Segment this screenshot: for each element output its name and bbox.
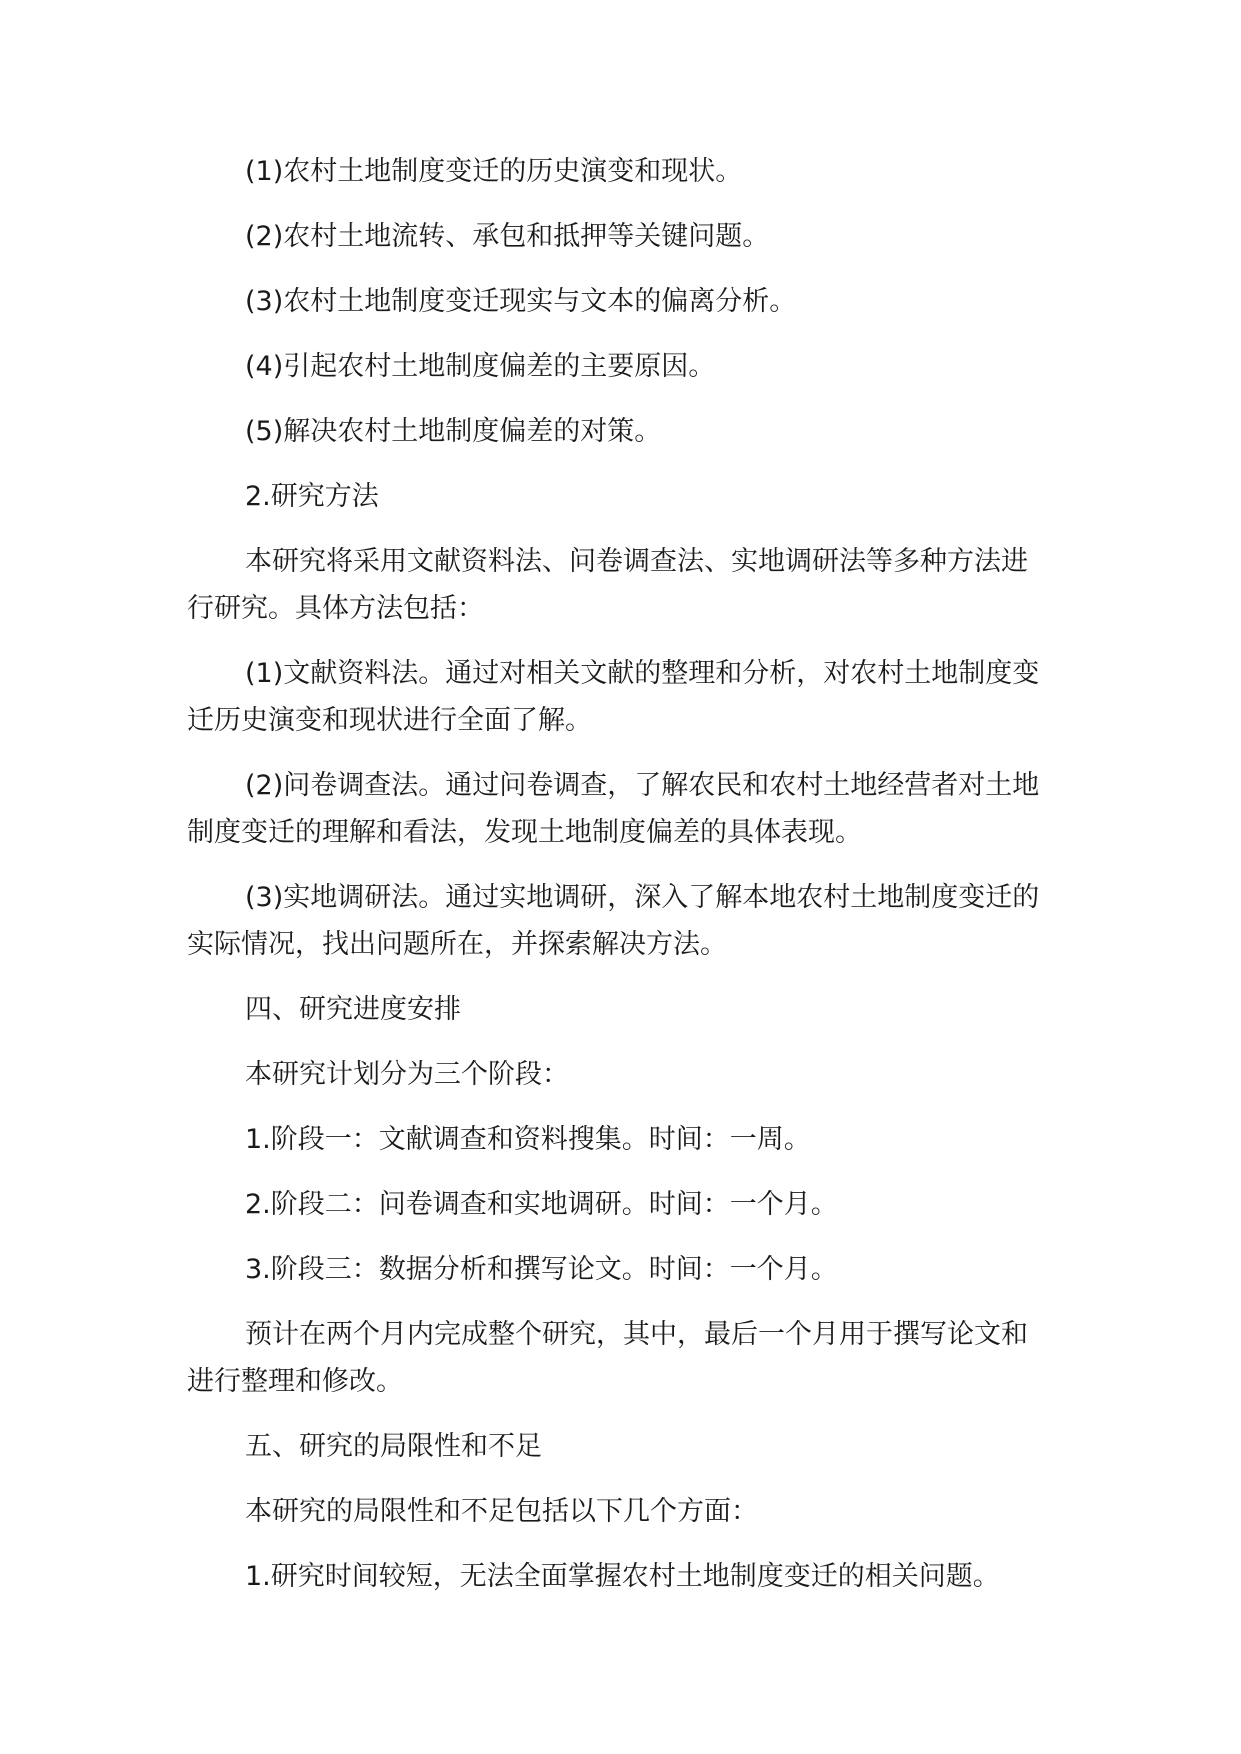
list-item: (1)文献资料法。通过对相关文献的整理和分析，对农村土地制度变迁历史演变和现状进行全面了解。 xyxy=(187,658,1040,736)
section-heading: 四、研究进度安排 xyxy=(245,994,461,1025)
body-paragraph: 本研究将采用文献资料法、问卷调查法、实地调研法等多种方法进行研究。具体方法包括： xyxy=(187,546,1028,624)
document-body xyxy=(187,148,1043,1618)
list-item: (3)农村土地制度变迁现实与文本的偏离分析。 xyxy=(245,286,797,317)
list-item: (4)引起农村土地制度偏差的主要原因。 xyxy=(245,351,716,382)
list-item: (1)农村土地制度变迁的历史演变和现状。 xyxy=(245,156,743,187)
section-heading: 五、研究的局限性和不足 xyxy=(245,1431,542,1462)
list-item: 1.研究时间较短，无法全面掌握农村土地制度变迁的相关问题。 xyxy=(245,1561,1000,1592)
body-paragraph: 预计在两个月内完成整个研究，其中，最后一个月用于撰写论文和进行整理和修改。 xyxy=(187,1319,1028,1397)
list-item: (2)农村土地流转、承包和抵押等关键问题。 xyxy=(245,221,770,252)
list-item: 3.阶段三：数据分析和撰写论文。时间：一个月。 xyxy=(245,1254,838,1285)
body-paragraph: 本研究的局限性和不足包括以下几个方面： xyxy=(245,1496,758,1527)
list-item: 2.阶段二：问卷调查和实地调研。时间：一个月。 xyxy=(245,1189,838,1220)
list-item: 1.阶段一：文献调查和资料搜集。时间：一周。 xyxy=(245,1124,811,1155)
list-item: (5)解决农村土地制度偏差的对策。 xyxy=(245,416,662,447)
section-heading: 2.研究方法 xyxy=(245,481,379,512)
body-paragraph: 本研究计划分为三个阶段： xyxy=(245,1059,569,1090)
list-item: (2)问卷调查法。通过问卷调查，了解农民和农村土地经营者对土地制度变迁的理解和看法，发现土地制度偏差的具体表现。 xyxy=(187,770,1040,848)
list-item: (3)实地调研法。通过实地调研，深入了解本地农村土地制度变迁的实际情况，找出问题所在，并探索解决方法。 xyxy=(187,882,1040,960)
